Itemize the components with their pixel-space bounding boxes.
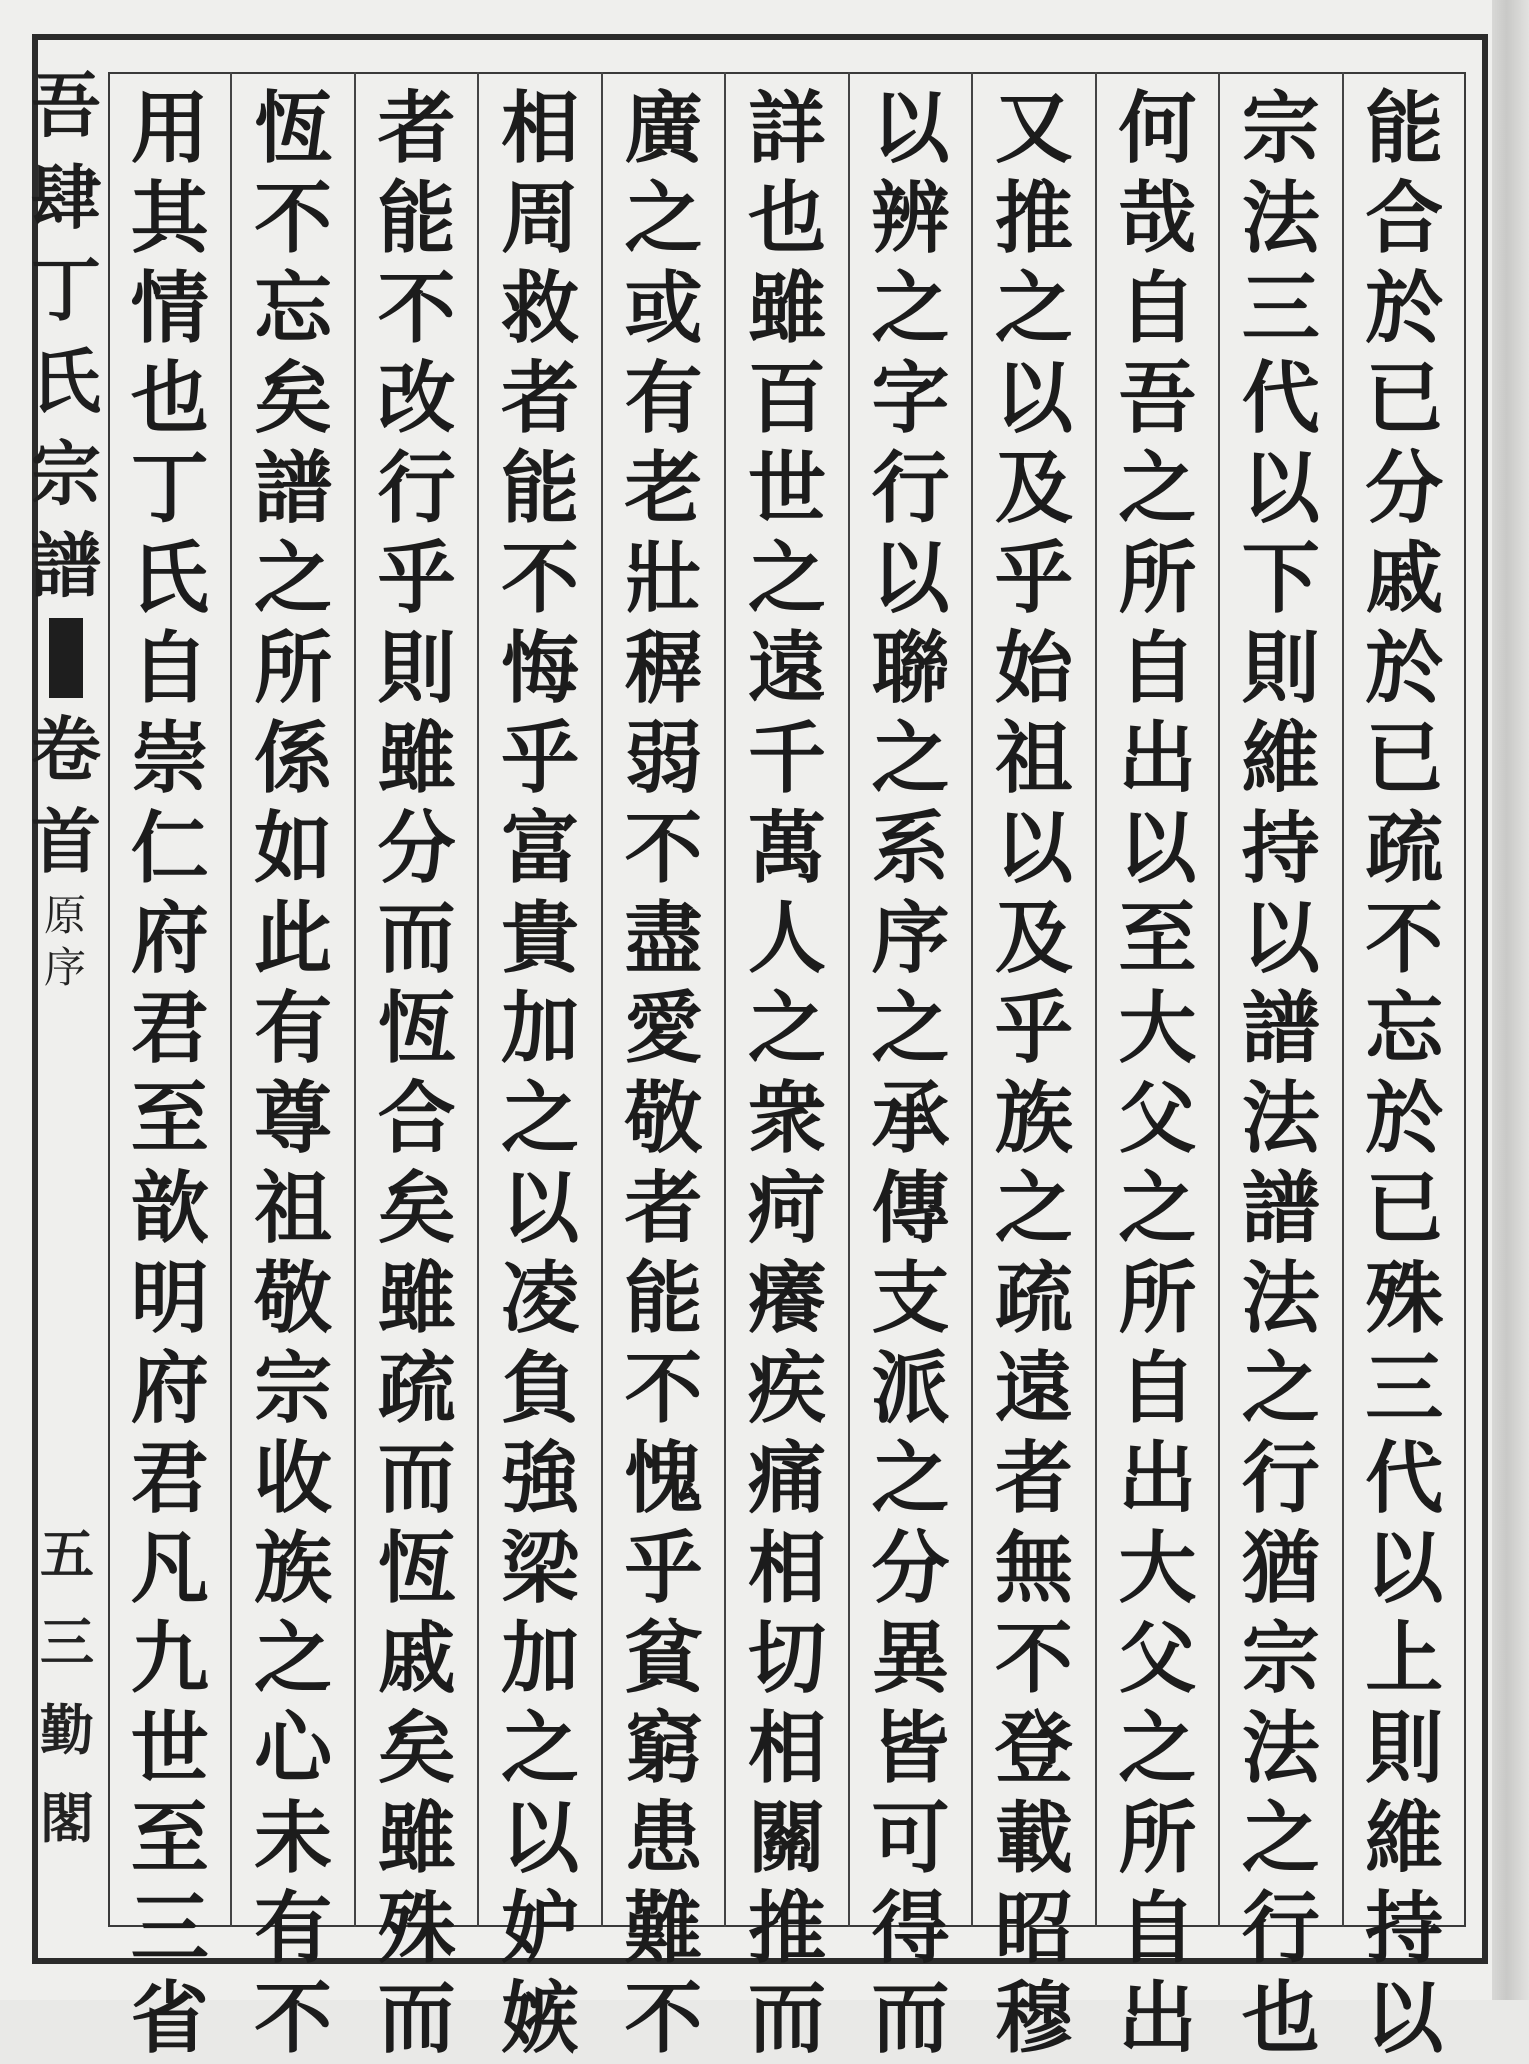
text-char: 宗 (1241, 1613, 1320, 1704)
text-char: 之 (254, 533, 333, 624)
text-char: 雖 (747, 263, 826, 354)
text-char: 矣 (254, 353, 333, 444)
section-char: 序 (44, 943, 87, 992)
text-char: 上 (1365, 1613, 1444, 1704)
text-column (862, 83, 958, 2064)
text-char: 萬 (747, 803, 826, 894)
text-char: 君 (130, 983, 209, 1074)
text-char: 祖 (254, 1163, 333, 1254)
text-char: 族 (254, 1523, 333, 1614)
column-rule (724, 72, 726, 1927)
text-char: 則 (1365, 1703, 1444, 1794)
text-char: 之 (871, 983, 950, 1074)
text-char: 相 (747, 1523, 826, 1614)
text-char: 妒 (501, 1883, 580, 1974)
series-char: 三 (40, 1610, 94, 1674)
text-char: 行 (1241, 1883, 1320, 1974)
text-char: 詳 (747, 83, 826, 174)
text-char: 無 (994, 1523, 1073, 1614)
text-char: 傳 (871, 1163, 950, 1254)
text-char: 以 (1365, 1973, 1444, 2064)
folio-number (40, 1510, 94, 1862)
text-char: 族 (994, 1073, 1073, 1164)
column-rule (230, 72, 232, 1927)
text-char: 府 (130, 1343, 209, 1434)
text-char: 自 (1118, 623, 1197, 714)
text-char: 也 (130, 353, 209, 444)
text-char: 或 (624, 263, 703, 354)
text-char: 殊 (377, 1883, 456, 1974)
text-char: 哉 (1118, 173, 1197, 264)
column-rule (1218, 72, 1220, 1927)
text-char: 其 (130, 173, 209, 264)
column-rule (1095, 72, 1097, 1927)
text-column (369, 83, 465, 2064)
text-char: 明 (130, 1253, 209, 1344)
text-char: 疏 (994, 1253, 1073, 1344)
text-char: 大 (1118, 1523, 1197, 1614)
text-char: 疾 (747, 1343, 826, 1434)
text-column (122, 83, 218, 2064)
text-char: 恆 (254, 83, 333, 174)
text-char: 能 (1365, 83, 1444, 174)
text-char: 強 (501, 1433, 580, 1524)
text-char: 至 (130, 1073, 209, 1164)
text-char: 而 (377, 893, 456, 984)
text-char: 行 (1241, 1433, 1320, 1524)
text-char: 乎 (994, 533, 1073, 624)
text-column (616, 83, 712, 2064)
text-char: 之 (1118, 1163, 1197, 1254)
text-char: 維 (1241, 713, 1320, 804)
text-char: 不 (254, 173, 333, 264)
text-char: 救 (501, 263, 580, 354)
text-char: 登 (994, 1703, 1073, 1794)
text-char: 仁 (130, 803, 209, 894)
text-column (1356, 83, 1452, 2064)
title-char: 吾 (31, 64, 101, 147)
text-char: 愛 (624, 983, 703, 1074)
text-char: 及 (994, 443, 1073, 534)
text-char: 維 (1365, 1793, 1444, 1884)
page-margin-title (31, 60, 101, 1930)
text-char: 持 (1241, 803, 1320, 894)
text-char: 而 (377, 1433, 456, 1524)
text-char: 凡 (130, 1523, 209, 1614)
text-char: 不 (1365, 893, 1444, 984)
column-rule (848, 72, 850, 1927)
text-char: 稺 (624, 623, 703, 714)
text-char: 以 (871, 83, 950, 174)
text-char: 能 (501, 443, 580, 534)
text-column (986, 83, 1082, 2064)
section-label (44, 890, 86, 994)
text-char: 字 (871, 353, 950, 444)
text-char: 之 (254, 1613, 333, 1704)
text-char: 昭 (994, 1883, 1073, 1974)
book-title (31, 60, 101, 888)
text-char: 之 (871, 1433, 950, 1524)
text-char: 以 (1365, 1523, 1444, 1614)
text-char: 已 (1365, 1163, 1444, 1254)
text-char: 廣 (624, 83, 703, 174)
text-char: 忘 (1365, 983, 1444, 1074)
text-char: 敬 (254, 1253, 333, 1344)
text-char: 以 (1241, 893, 1320, 984)
text-char: 君 (130, 1433, 209, 1524)
text-char: 異 (871, 1613, 950, 1704)
text-char: 以 (501, 1163, 580, 1254)
text-char: 貧 (624, 1613, 703, 1704)
text-char: 出 (1118, 1973, 1197, 2064)
text-char: 雖 (377, 1253, 456, 1344)
text-char: 人 (747, 893, 826, 984)
column-rule (601, 72, 603, 1927)
text-char: 系 (871, 803, 950, 894)
column-rule (971, 72, 973, 1927)
text-char: 係 (254, 713, 333, 804)
text-char: 愧 (624, 1433, 703, 1524)
text-char: 能 (624, 1253, 703, 1344)
volume-char: 首 (31, 800, 101, 883)
text-char: 有 (624, 353, 703, 444)
series-char: 勤 (40, 1698, 94, 1762)
text-char: 於 (1365, 1073, 1444, 1164)
text-char: 癢 (747, 1253, 826, 1344)
text-char: 之 (747, 983, 826, 1074)
text-char: 不 (624, 803, 703, 894)
text-char: 不 (501, 533, 580, 624)
text-char: 者 (994, 1433, 1073, 1524)
text-char: 嫉 (501, 1973, 580, 2064)
text-char: 吾 (1118, 353, 1197, 444)
text-char: 序 (871, 893, 950, 984)
text-char: 乎 (501, 713, 580, 804)
text-char: 以 (994, 353, 1073, 444)
text-char: 省 (130, 1973, 209, 2064)
text-char: 也 (1241, 1973, 1320, 2064)
text-char: 之 (1118, 443, 1197, 534)
text-char: 之 (1241, 1343, 1320, 1434)
text-char: 之 (1118, 1703, 1197, 1794)
folio-char: 五 (40, 1522, 94, 1586)
text-char: 有 (254, 983, 333, 1074)
text-char: 至 (1118, 893, 1197, 984)
text-char: 丁 (130, 443, 209, 534)
text-char: 不 (624, 1343, 703, 1434)
text-char: 穆 (994, 1973, 1073, 2064)
title-char: 譜 (31, 524, 101, 607)
text-char: 患 (624, 1793, 703, 1884)
text-char: 矣 (377, 1703, 456, 1794)
text-char: 相 (747, 1703, 826, 1794)
text-char: 皆 (871, 1703, 950, 1794)
text-char: 雖 (377, 713, 456, 804)
text-char: 以 (1241, 443, 1320, 534)
text-char: 負 (501, 1343, 580, 1434)
text-char: 支 (871, 1253, 950, 1344)
text-char: 始 (994, 623, 1073, 714)
series-char: 閣 (40, 1786, 94, 1850)
text-char: 於 (1365, 623, 1444, 714)
text-char: 敬 (624, 1073, 703, 1164)
text-char: 貴 (501, 893, 580, 984)
column-rule (1342, 72, 1344, 1927)
text-char: 改 (377, 353, 456, 444)
text-char: 歆 (130, 1163, 209, 1254)
text-char: 何 (1118, 83, 1197, 174)
text-char: 以 (871, 533, 950, 624)
text-char: 痛 (747, 1433, 826, 1524)
text-char: 行 (871, 443, 950, 534)
text-char: 宗 (1241, 83, 1320, 174)
text-char: 者 (501, 353, 580, 444)
text-char: 戚 (1365, 533, 1444, 624)
text-char: 恆 (377, 1523, 456, 1614)
text-char: 父 (1118, 1073, 1197, 1164)
text-char: 聯 (871, 623, 950, 714)
text-char: 遠 (747, 623, 826, 714)
text-char: 崇 (130, 713, 209, 804)
text-char: 於 (1365, 263, 1444, 354)
text-char: 府 (130, 893, 209, 984)
text-char: 分 (377, 803, 456, 894)
page-edge (1492, 0, 1529, 2000)
text-char: 合 (1365, 173, 1444, 264)
text-char: 法 (1241, 1073, 1320, 1164)
text-column (1109, 83, 1205, 2064)
text-char: 出 (1118, 713, 1197, 804)
text-char: 之 (994, 1163, 1073, 1254)
text-char: 千 (747, 713, 826, 804)
text-char: 代 (1365, 1433, 1444, 1524)
text-char: 此 (254, 893, 333, 984)
text-char: 辨 (871, 173, 950, 264)
text-char: 之 (994, 263, 1073, 354)
text-char: 之 (1241, 1793, 1320, 1884)
text-char: 乎 (377, 533, 456, 624)
text-char: 推 (994, 173, 1073, 264)
text-char: 疏 (377, 1343, 456, 1434)
text-char: 能 (377, 173, 456, 264)
text-char: 恆 (377, 983, 456, 1074)
text-char: 及 (994, 893, 1073, 984)
text-char: 分 (1365, 443, 1444, 534)
text-char: 之 (871, 713, 950, 804)
title-char: 肆 (31, 156, 101, 239)
text-char: 難 (624, 1883, 703, 1974)
text-char: 疏 (1365, 803, 1444, 894)
text-char: 三 (1241, 263, 1320, 354)
text-char: 所 (1118, 1253, 1197, 1344)
text-char: 衆 (747, 1073, 826, 1164)
text-char: 自 (1118, 263, 1197, 354)
text-char: 父 (1118, 1613, 1197, 1704)
column-rule (354, 72, 356, 1927)
text-char: 乎 (994, 983, 1073, 1074)
text-char: 可 (871, 1793, 950, 1884)
text-char: 下 (1241, 533, 1320, 624)
text-char: 所 (254, 623, 333, 714)
text-char: 宗 (254, 1343, 333, 1434)
text-char: 遠 (994, 1343, 1073, 1434)
text-char: 譜 (1241, 983, 1320, 1074)
text-char: 不 (254, 1973, 333, 2064)
text-char: 已 (1365, 353, 1444, 444)
text-char: 梁 (501, 1523, 580, 1614)
text-char: 未 (254, 1793, 333, 1884)
volume-char: 卷 (31, 708, 101, 791)
text-column (492, 83, 588, 2064)
text-char: 也 (747, 173, 826, 264)
text-char: 加 (501, 983, 580, 1074)
text-char: 則 (377, 623, 456, 714)
text-char: 世 (747, 443, 826, 534)
text-char: 三 (130, 1883, 209, 1974)
text-char: 得 (871, 1883, 950, 1974)
text-char: 所 (1118, 533, 1197, 624)
text-char: 以 (501, 1793, 580, 1884)
text-char: 之 (747, 533, 826, 624)
text-char: 周 (501, 173, 580, 264)
text-char: 忘 (254, 263, 333, 354)
text-char: 關 (747, 1793, 826, 1884)
text-char: 氏 (130, 533, 209, 624)
text-char: 推 (747, 1883, 826, 1974)
title-char: 丁 (31, 248, 101, 331)
text-char: 如 (254, 803, 333, 894)
text-char: 之 (501, 1073, 580, 1164)
section-char: 原 (44, 891, 87, 940)
text-char: 猶 (1241, 1523, 1320, 1614)
text-char: 之 (501, 1703, 580, 1794)
text-char: 而 (377, 1973, 456, 2064)
text-char: 載 (994, 1793, 1073, 1884)
text-char: 則 (1241, 623, 1320, 714)
text-char: 法 (1241, 173, 1320, 264)
text-char: 祖 (994, 713, 1073, 804)
text-char: 悔 (501, 623, 580, 714)
text-char: 又 (994, 83, 1073, 174)
text-char: 矣 (377, 1163, 456, 1254)
text-char: 而 (871, 1973, 950, 2064)
text-char: 者 (624, 1163, 703, 1254)
text-char: 九 (130, 1613, 209, 1704)
text-char: 自 (130, 623, 209, 714)
fishtail-mark (49, 618, 83, 698)
text-char: 已 (1365, 713, 1444, 804)
text-char: 戚 (377, 1613, 456, 1704)
text-char: 盡 (624, 893, 703, 984)
text-char: 壯 (624, 533, 703, 624)
text-char: 有 (254, 1883, 333, 1974)
text-char: 情 (130, 263, 209, 354)
text-char: 收 (254, 1433, 333, 1524)
text-char: 派 (871, 1343, 950, 1434)
text-char: 大 (1118, 983, 1197, 1074)
text-char: 窮 (624, 1703, 703, 1794)
text-char: 至 (130, 1793, 209, 1884)
text-char: 老 (624, 443, 703, 534)
text-char: 法 (1241, 1253, 1320, 1344)
text-char: 而 (747, 1973, 826, 2064)
text-char: 譜 (254, 443, 333, 534)
text-char: 相 (501, 83, 580, 174)
text-char: 弱 (624, 713, 703, 804)
text-char: 行 (377, 443, 456, 534)
text-char: 富 (501, 803, 580, 894)
text-char: 自 (1118, 1883, 1197, 1974)
text-char: 殊 (1365, 1253, 1444, 1344)
text-char: 不 (377, 263, 456, 354)
text-char: 合 (377, 1073, 456, 1164)
text-char: 疴 (747, 1163, 826, 1254)
text-char: 不 (994, 1613, 1073, 1704)
text-char: 切 (747, 1613, 826, 1704)
text-char: 心 (254, 1703, 333, 1794)
text-char: 所 (1118, 1793, 1197, 1884)
text-char: 譜 (1241, 1163, 1320, 1254)
text-char: 出 (1118, 1433, 1197, 1524)
text-char: 雖 (377, 1793, 456, 1884)
text-char: 持 (1365, 1883, 1444, 1974)
text-char: 不 (624, 1973, 703, 2064)
text-char: 之 (871, 263, 950, 354)
text-char: 用 (130, 83, 209, 174)
text-char: 百 (747, 353, 826, 444)
text-char: 之 (624, 173, 703, 264)
text-char: 三 (1365, 1343, 1444, 1434)
text-char: 自 (1118, 1343, 1197, 1434)
text-column (245, 83, 341, 2064)
text-char: 加 (501, 1613, 580, 1704)
title-char: 氏 (31, 340, 101, 423)
text-char: 以 (994, 803, 1073, 894)
text-char: 代 (1241, 353, 1320, 444)
text-char: 乎 (624, 1523, 703, 1614)
text-column (739, 83, 835, 2064)
text-char: 凌 (501, 1253, 580, 1344)
title-char: 宗 (31, 432, 101, 515)
text-char: 承 (871, 1073, 950, 1164)
text-char: 法 (1241, 1703, 1320, 1794)
text-column (1233, 83, 1329, 2064)
text-char: 分 (871, 1523, 950, 1614)
text-char: 以 (1118, 803, 1197, 894)
text-char: 者 (377, 83, 456, 174)
text-char: 尊 (254, 1073, 333, 1164)
column-rule (477, 72, 479, 1927)
text-char: 世 (130, 1703, 209, 1794)
